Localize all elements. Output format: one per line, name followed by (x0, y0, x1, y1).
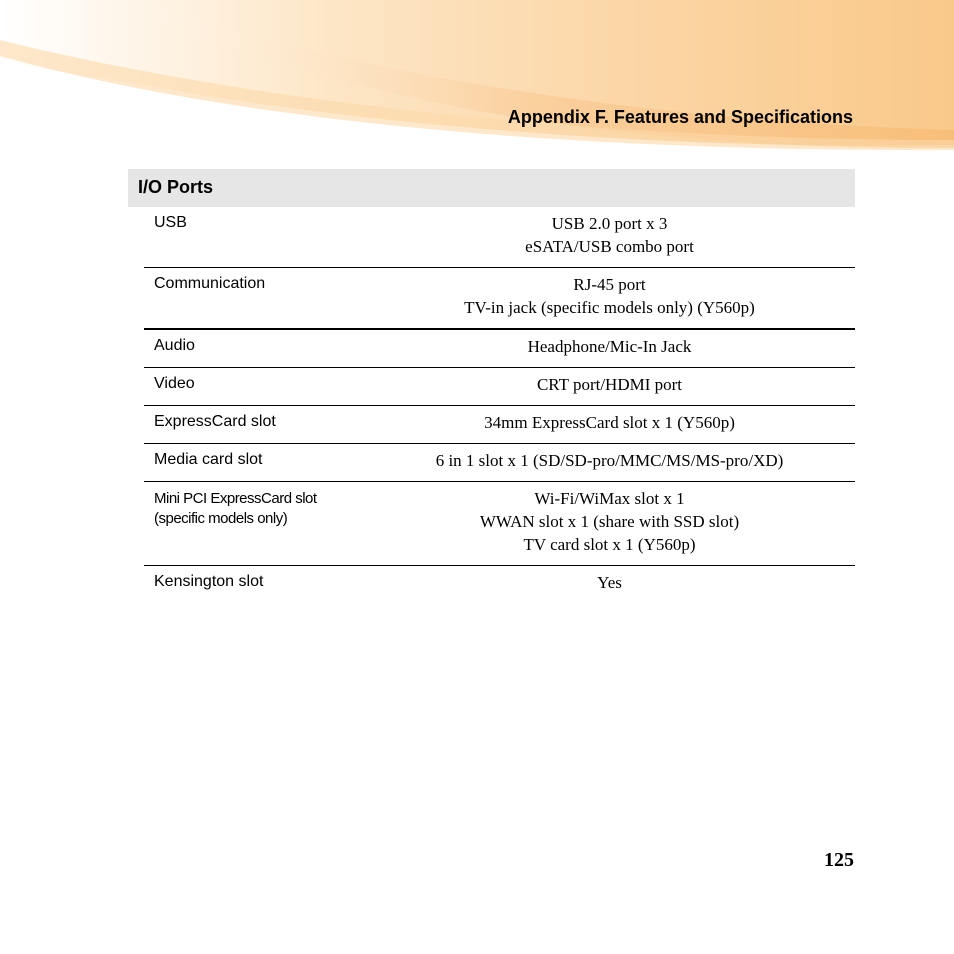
value-line: CRT port/HDMI port (536, 375, 683, 394)
row-label (144, 482, 364, 566)
label-line: Mini PCI ExpressCard slot (154, 490, 317, 507)
value-line: Headphone/Mic-In Jack (527, 337, 692, 356)
value-line: 34mm ExpressCard slot x 1 (Y560p) (484, 413, 735, 432)
table-row (144, 207, 855, 268)
row-value (364, 406, 855, 444)
table-row (144, 566, 855, 604)
section-title: I/O Ports (128, 169, 855, 207)
table-row (144, 368, 855, 406)
table-row (144, 406, 855, 444)
row-value (364, 207, 855, 268)
header-banner (0, 0, 954, 160)
value-line: Wi-Fi/WiMax slot x 1 (534, 489, 685, 508)
io-ports-table (144, 207, 855, 603)
row-label: Kensington slot (154, 573, 264, 590)
value-line: TV-in jack (specific models only) (Y560p) (464, 298, 755, 317)
row-value (364, 329, 855, 368)
row-label: Audio (154, 337, 195, 354)
row-value (364, 482, 855, 566)
value-line: TV card slot x 1 (Y560p) (523, 535, 696, 554)
value-line: WWAN slot x 1 (share with SSD slot) (479, 512, 740, 531)
row-label: ExpressCard slot (154, 413, 276, 430)
label-line: (specific models only) (154, 510, 288, 527)
row-label: Communication (154, 275, 266, 292)
row-label: Video (154, 375, 195, 392)
value-line: RJ-45 port (573, 275, 646, 294)
value-line: USB 2.0 port x 3 (551, 214, 668, 233)
value-line: eSATA/USB combo port (525, 237, 694, 256)
table-row (144, 329, 855, 368)
row-label: Media card slot (154, 451, 263, 468)
running-header: Appendix F. Features and Specifications (507, 107, 853, 127)
value-line: Yes (597, 573, 622, 592)
page-number: 125 (824, 849, 854, 871)
value-line: 6 in 1 slot x 1 (SD/SD-pro/MMC/MS/MS-pro/XD) (435, 451, 784, 470)
table-row (144, 444, 855, 482)
table-row (144, 482, 855, 566)
row-value (364, 268, 855, 330)
row-value (364, 444, 855, 482)
row-value (364, 566, 855, 604)
io-ports-section (128, 169, 855, 207)
row-label: USB (154, 214, 187, 231)
table-row (144, 268, 855, 330)
row-value (364, 368, 855, 406)
